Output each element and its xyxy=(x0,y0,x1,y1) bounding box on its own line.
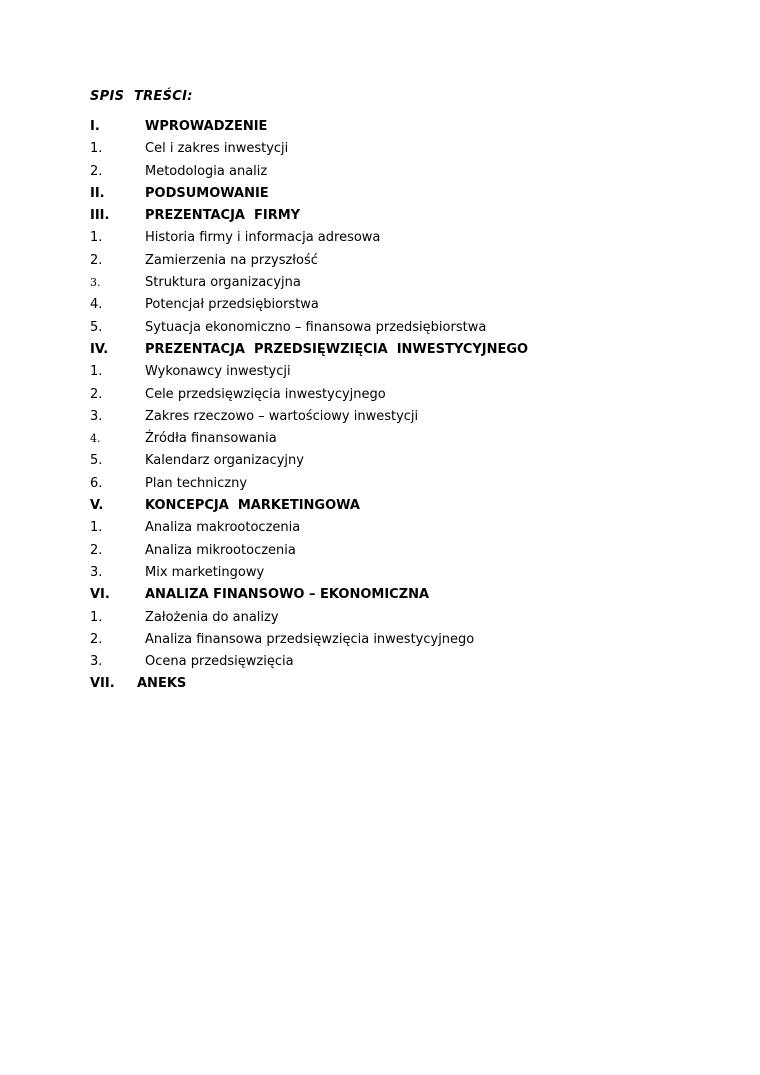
toc-entry-text: Kalendarz organizacyjny xyxy=(145,453,304,469)
toc-entry-text: Źródła finansowania xyxy=(145,431,277,447)
toc-entry-text: Cele przedsięwzięcia inwestycyjnego xyxy=(145,386,386,402)
toc-entry-number: 5. xyxy=(90,319,103,335)
toc-entry-number: IV. xyxy=(90,341,109,357)
toc-entry-number: 1. xyxy=(90,520,103,536)
toc-entry-number: VI. xyxy=(90,587,110,603)
toc-entry-text: PREZENTACJA PRZEDSIĘWZIĘCIA INWESTYCYJNEGO xyxy=(145,341,529,357)
toc-entry-text: Potencjał przedsiębiorstwa xyxy=(145,297,319,313)
toc-entry-number: 3. xyxy=(90,408,103,424)
toc-entry-text: KONCEPCJA MARKETINGOWA xyxy=(145,498,360,514)
toc-entry-text: PODSUMOWANIE xyxy=(145,185,269,201)
toc-entry-number: 2. xyxy=(90,252,103,268)
toc-entry-number: 2. xyxy=(90,631,103,647)
toc-entry-number: 1. xyxy=(90,364,103,380)
toc-entry-text: ANEKS xyxy=(137,676,187,692)
toc-entry-number: 1. xyxy=(90,609,103,625)
toc-entry-number: 2. xyxy=(90,163,103,179)
toc-entry-text: Zamierzenia na przyszłość xyxy=(145,252,318,268)
toc-entry-number: 1. xyxy=(90,141,103,157)
toc-entry-text: Historia firmy i informacja adresowa xyxy=(145,230,381,246)
toc-entry-number: 3. xyxy=(90,276,101,290)
toc-entry-text: Wykonawcy inwestycji xyxy=(145,364,291,380)
toc-entry-text: Plan techniczny xyxy=(145,475,248,491)
toc-entry-text: Analiza makrootoczenia xyxy=(145,520,301,536)
toc-entry-text: Struktura organizacyjna xyxy=(145,275,301,291)
toc-entry-text: Mix marketingowy xyxy=(145,564,265,580)
toc-entry-number: 4. xyxy=(90,432,101,446)
toc-entry-number: II. xyxy=(90,185,105,201)
toc-entry-number: 4. xyxy=(90,297,103,313)
toc-entry-number: VII. xyxy=(90,676,115,692)
toc-entry-number: 3. xyxy=(90,654,103,670)
toc-title: SPIS TREŚCI: xyxy=(90,89,193,104)
toc-entry-text: Analiza mikrootoczenia xyxy=(145,542,296,558)
toc-entry-number: I. xyxy=(90,119,100,134)
toc-entry-number: III. xyxy=(90,208,110,224)
toc-entry-number: V. xyxy=(90,498,104,514)
toc-entry-number: 2. xyxy=(90,386,103,402)
toc-entry-text: Założenia do analizy xyxy=(145,609,279,625)
toc-entry-text: Zakres rzeczowo – wartościowy inwestycji xyxy=(145,408,419,424)
toc-entry-text: Analiza finansowa przedsięwzięcia inwestycyjnego xyxy=(145,631,475,647)
toc-entry-text: Metodologia analiz xyxy=(145,163,268,179)
toc-entry-text: WPROWADZENIE xyxy=(145,119,268,134)
toc-entry-text: ANALIZA FINANSOWO – EKONOMICZNA xyxy=(145,587,430,603)
toc-entry-number: 5. xyxy=(90,453,103,469)
toc-entry-text: Sytuacja ekonomiczno – finansowa przedsiębiorstwa xyxy=(145,319,487,335)
toc-entry-number: 1. xyxy=(90,230,103,246)
toc-entry-number: 3. xyxy=(90,564,103,580)
toc-entry-text: PREZENTACJA FIRMY xyxy=(145,208,301,224)
toc-entry-text: Ocena przedsięwzięcia xyxy=(145,654,294,670)
toc-entry-number: 2. xyxy=(90,542,103,558)
toc-entry-text: Cel i zakres inwestycji xyxy=(145,141,289,157)
toc-entry-number: 6. xyxy=(90,475,103,491)
